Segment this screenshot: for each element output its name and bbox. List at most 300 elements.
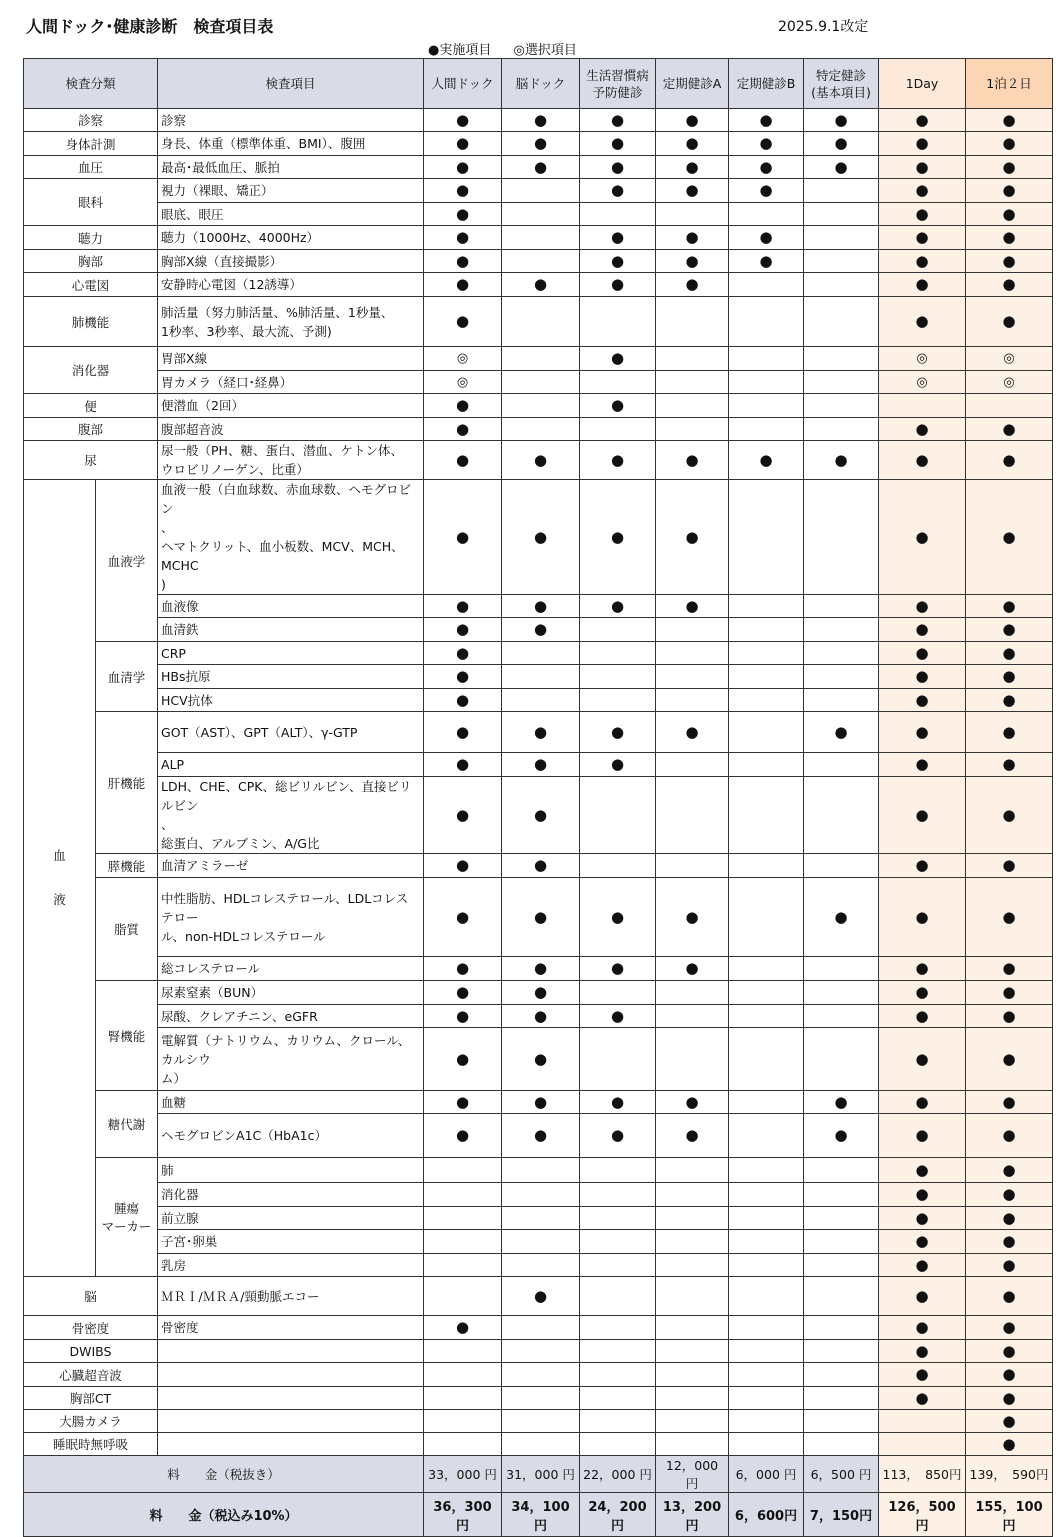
empty-cell xyxy=(729,689,804,712)
exam-item: 血糖 xyxy=(158,1091,424,1114)
category-cell: 肺機能 xyxy=(24,297,158,347)
header-col: 人間ドック xyxy=(424,59,502,109)
done-mark: ● xyxy=(804,1091,879,1114)
done-mark: ● xyxy=(879,1091,966,1114)
done-mark: ● xyxy=(424,156,502,179)
category-cell: 脳 xyxy=(24,1277,158,1316)
fee-value: 126，500円 xyxy=(879,1493,966,1537)
done-mark: ● xyxy=(966,273,1053,297)
done-mark: ● xyxy=(580,109,656,132)
done-mark: ● xyxy=(966,1433,1053,1456)
empty-cell xyxy=(729,480,804,595)
empty-cell xyxy=(502,250,580,273)
empty-cell xyxy=(729,642,804,665)
exam-item: GOT（AST）、GPT（ALT）、γ-GTP xyxy=(158,712,424,753)
table-row xyxy=(24,441,1053,480)
done-mark: ● xyxy=(424,777,502,854)
exam-item: 肺 xyxy=(158,1158,424,1183)
fee-value: 139， 590円 xyxy=(966,1456,1053,1493)
empty-cell xyxy=(656,371,729,394)
empty-cell xyxy=(580,689,656,712)
table-row xyxy=(24,1316,1053,1340)
optional-mark: ◎ xyxy=(966,371,1053,394)
done-mark: ● xyxy=(966,297,1053,347)
done-mark: ● xyxy=(502,854,580,878)
done-mark: ● xyxy=(424,132,502,156)
empty-cell xyxy=(729,1433,804,1456)
table-row xyxy=(24,1433,1053,1456)
category-cell: 腹部 xyxy=(24,418,158,441)
optional-mark: ◎ xyxy=(424,347,502,371)
optional-mark: ◎ xyxy=(424,371,502,394)
category-cell: 胸部 xyxy=(24,250,158,273)
empty-cell xyxy=(804,480,879,595)
done-mark: ● xyxy=(804,712,879,753)
empty-cell xyxy=(804,1207,879,1230)
done-mark: ● xyxy=(879,1277,966,1316)
empty-cell xyxy=(502,1230,580,1254)
done-mark: ● xyxy=(502,1091,580,1114)
category-cell: 睡眠時無呼吸 xyxy=(24,1433,158,1456)
empty-cell xyxy=(424,1363,502,1387)
done-mark: ● xyxy=(879,226,966,250)
empty-cell xyxy=(656,1254,729,1277)
empty-cell xyxy=(424,1158,502,1183)
table-row xyxy=(24,1277,1053,1316)
exam-item: 前立腺 xyxy=(158,1207,424,1230)
done-mark: ● xyxy=(966,1158,1053,1183)
done-mark: ● xyxy=(966,250,1053,273)
category-cell: 便 xyxy=(24,394,158,418)
exam-item: 最高･最低血圧、脈拍 xyxy=(158,156,424,179)
done-mark: ● xyxy=(966,109,1053,132)
empty-cell xyxy=(656,347,729,371)
empty-cell xyxy=(729,273,804,297)
empty-cell xyxy=(879,394,966,418)
done-mark: ● xyxy=(502,132,580,156)
exam-item: 身長、体重（標準体重、BMI）、腹囲 xyxy=(158,132,424,156)
empty-cell xyxy=(580,665,656,689)
fee-value: 13，200円 xyxy=(656,1493,729,1537)
empty-cell xyxy=(804,203,879,226)
done-mark: ● xyxy=(502,981,580,1005)
table-row xyxy=(24,1028,1053,1091)
empty-cell xyxy=(502,1207,580,1230)
empty-cell xyxy=(729,753,804,777)
done-mark: ● xyxy=(966,480,1053,595)
empty-cell xyxy=(580,1363,656,1387)
empty-cell xyxy=(804,642,879,665)
exam-item: ALP xyxy=(158,753,424,777)
fee-value: 33，000 円 xyxy=(424,1456,502,1493)
table-row xyxy=(24,1363,1053,1387)
done-mark: ● xyxy=(580,273,656,297)
done-mark: ● xyxy=(424,595,502,618)
empty-cell xyxy=(804,981,879,1005)
exam-item: 聴力（1000Hz、4000Hz） xyxy=(158,226,424,250)
empty-cell xyxy=(424,1207,502,1230)
done-mark: ● xyxy=(879,1363,966,1387)
empty-cell xyxy=(580,1340,656,1363)
exam-item xyxy=(158,1340,424,1363)
done-mark: ● xyxy=(879,753,966,777)
empty-cell xyxy=(804,418,879,441)
empty-cell xyxy=(729,1114,804,1158)
done-mark: ● xyxy=(729,226,804,250)
empty-cell xyxy=(804,1230,879,1254)
empty-cell xyxy=(804,618,879,642)
done-mark: ● xyxy=(879,1387,966,1410)
table-row xyxy=(24,132,1053,156)
done-mark: ● xyxy=(879,1183,966,1207)
table-row xyxy=(24,878,1053,957)
empty-cell xyxy=(729,371,804,394)
exam-item: LDH、CHE、CPK、総ビリルビン、直接ビリルビン 、 総蛋白、アルブミン、A/G比 xyxy=(158,777,424,854)
empty-cell xyxy=(656,1158,729,1183)
exam-item: 血液像 xyxy=(158,595,424,618)
done-mark: ● xyxy=(580,957,656,981)
fee-label: 料 金（税込み10%） xyxy=(24,1493,424,1537)
category-cell: 聴力 xyxy=(24,226,158,250)
exam-item: 中性脂肪、HDLコレステロール、LDLコレステロー ル、non-HDLコレステロール xyxy=(158,878,424,957)
done-mark: ● xyxy=(966,1005,1053,1028)
empty-cell xyxy=(729,418,804,441)
done-mark: ● xyxy=(879,1340,966,1363)
done-mark: ● xyxy=(424,250,502,273)
empty-cell xyxy=(656,1183,729,1207)
done-mark: ● xyxy=(502,480,580,595)
table-row xyxy=(24,347,1053,371)
table-row xyxy=(24,273,1053,297)
done-mark: ● xyxy=(879,712,966,753)
done-mark: ● xyxy=(580,753,656,777)
empty-cell xyxy=(879,1433,966,1456)
done-mark: ● xyxy=(656,595,729,618)
done-mark: ● xyxy=(502,1114,580,1158)
exam-item xyxy=(158,1363,424,1387)
done-mark: ● xyxy=(879,878,966,957)
optional-mark: ◎ xyxy=(966,347,1053,371)
done-mark: ● xyxy=(804,132,879,156)
header-category: 検査分類 xyxy=(24,59,158,109)
empty-cell xyxy=(804,665,879,689)
done-mark: ● xyxy=(656,712,729,753)
empty-cell xyxy=(729,1254,804,1277)
table-row xyxy=(24,226,1053,250)
done-mark: ● xyxy=(966,981,1053,1005)
done-mark: ● xyxy=(966,753,1053,777)
empty-cell xyxy=(502,665,580,689)
empty-cell xyxy=(424,1230,502,1254)
table-row xyxy=(24,957,1053,981)
subcategory-cell: 膵機能 xyxy=(96,854,158,878)
done-mark: ● xyxy=(580,595,656,618)
done-mark: ● xyxy=(502,753,580,777)
empty-cell xyxy=(804,1158,879,1183)
done-mark: ● xyxy=(879,665,966,689)
done-mark: ● xyxy=(966,595,1053,618)
done-mark: ● xyxy=(966,665,1053,689)
empty-cell xyxy=(580,418,656,441)
category-cell: 大腸カメラ xyxy=(24,1410,158,1433)
exam-item: CRP xyxy=(158,642,424,665)
done-mark: ● xyxy=(804,878,879,957)
empty-cell xyxy=(502,1433,580,1456)
done-mark: ● xyxy=(879,132,966,156)
empty-cell xyxy=(656,1340,729,1363)
table-row xyxy=(24,156,1053,179)
done-mark: ● xyxy=(879,1230,966,1254)
empty-cell xyxy=(804,1254,879,1277)
done-mark: ● xyxy=(502,156,580,179)
empty-cell xyxy=(804,1183,879,1207)
empty-cell xyxy=(502,1410,580,1433)
done-mark: ● xyxy=(580,1114,656,1158)
done-mark: ● xyxy=(879,297,966,347)
done-mark: ● xyxy=(966,1207,1053,1230)
fee-tax-row xyxy=(24,1493,1053,1537)
empty-cell xyxy=(502,347,580,371)
exam-item: 血清鉄 xyxy=(158,618,424,642)
done-mark: ● xyxy=(966,1254,1053,1277)
table-row xyxy=(24,981,1053,1005)
exam-item: 尿素窒素（BUN） xyxy=(158,981,424,1005)
empty-cell xyxy=(502,1158,580,1183)
empty-cell xyxy=(580,618,656,642)
empty-cell xyxy=(502,418,580,441)
done-mark: ● xyxy=(966,1230,1053,1254)
empty-cell xyxy=(804,179,879,203)
table-row xyxy=(24,689,1053,712)
fee-value: 113， 850円 xyxy=(879,1456,966,1493)
empty-cell xyxy=(729,1028,804,1091)
exam-item: HBs抗原 xyxy=(158,665,424,689)
fee-value: 6，600円 xyxy=(729,1493,804,1537)
empty-cell xyxy=(424,1410,502,1433)
subcategory-cell: 血液学 xyxy=(96,480,158,642)
category-cell: 身体計測 xyxy=(24,132,158,156)
done-mark: ● xyxy=(580,156,656,179)
table-row xyxy=(24,595,1053,618)
exam-item: 眼底、眼圧 xyxy=(158,203,424,226)
table-row xyxy=(24,297,1053,347)
legend-done: ●実施項目 xyxy=(428,43,492,58)
done-mark: ● xyxy=(804,109,879,132)
exam-item: 骨密度 xyxy=(158,1316,424,1340)
done-mark: ● xyxy=(502,712,580,753)
empty-cell xyxy=(729,618,804,642)
done-mark: ● xyxy=(424,179,502,203)
done-mark: ● xyxy=(424,712,502,753)
table-row xyxy=(24,777,1053,854)
done-mark: ● xyxy=(879,156,966,179)
empty-cell xyxy=(804,1410,879,1433)
legend-optional: ◎選択項目 xyxy=(513,43,577,58)
done-mark: ● xyxy=(580,250,656,273)
empty-cell xyxy=(502,371,580,394)
done-mark: ● xyxy=(424,1316,502,1340)
optional-mark: ◎ xyxy=(879,371,966,394)
empty-cell xyxy=(656,777,729,854)
done-mark: ● xyxy=(424,273,502,297)
empty-cell xyxy=(656,1230,729,1254)
done-mark: ● xyxy=(656,1114,729,1158)
done-mark: ● xyxy=(424,753,502,777)
done-mark: ● xyxy=(966,441,1053,480)
done-mark: ● xyxy=(424,854,502,878)
done-mark: ● xyxy=(502,1028,580,1091)
empty-cell xyxy=(656,1005,729,1028)
fee-value: 6，000 円 xyxy=(729,1456,804,1493)
done-mark: ● xyxy=(879,418,966,441)
done-mark: ● xyxy=(656,109,729,132)
empty-cell xyxy=(804,1316,879,1340)
empty-cell xyxy=(424,1183,502,1207)
exam-item: 尿一般（PH、糖、蛋白、潜血、ケトン体、 ウロビリノーゲン、比重） xyxy=(158,441,424,480)
exam-item: 乳房 xyxy=(158,1254,424,1277)
done-mark: ● xyxy=(580,132,656,156)
done-mark: ● xyxy=(879,1114,966,1158)
table-row xyxy=(24,1114,1053,1158)
exam-item xyxy=(158,1433,424,1456)
done-mark: ● xyxy=(879,777,966,854)
category-cell: 診察 xyxy=(24,109,158,132)
done-mark: ● xyxy=(502,777,580,854)
empty-cell xyxy=(804,347,879,371)
done-mark: ● xyxy=(424,394,502,418)
done-mark: ● xyxy=(879,957,966,981)
done-mark: ● xyxy=(879,642,966,665)
done-mark: ● xyxy=(656,226,729,250)
empty-cell xyxy=(804,777,879,854)
empty-cell xyxy=(804,226,879,250)
header-col: 生活習慣病 予防健診 xyxy=(580,59,656,109)
category-cell: 眼科 xyxy=(24,179,158,226)
table-row xyxy=(24,1158,1053,1183)
empty-cell xyxy=(580,1158,656,1183)
done-mark: ● xyxy=(424,203,502,226)
done-mark: ● xyxy=(966,1387,1053,1410)
fee-row xyxy=(24,1456,1053,1493)
subcategory-cell: 腫瘍 マーカー xyxy=(96,1158,158,1277)
table-row xyxy=(24,371,1053,394)
done-mark: ● xyxy=(424,480,502,595)
empty-cell xyxy=(502,226,580,250)
done-mark: ● xyxy=(804,1114,879,1158)
exam-item xyxy=(158,1410,424,1433)
done-mark: ● xyxy=(729,109,804,132)
done-mark: ● xyxy=(966,1114,1053,1158)
done-mark: ● xyxy=(656,878,729,957)
table-row xyxy=(24,854,1053,878)
done-mark: ● xyxy=(966,854,1053,878)
done-mark: ● xyxy=(656,480,729,595)
table-row xyxy=(24,480,1053,595)
done-mark: ● xyxy=(502,595,580,618)
empty-cell xyxy=(729,394,804,418)
exam-item: ＭＲＩ/ＭＲＡ/頸動脈エコー xyxy=(158,1277,424,1316)
empty-cell xyxy=(656,1207,729,1230)
done-mark: ● xyxy=(424,618,502,642)
fee-value: 155，100円 xyxy=(966,1493,1053,1537)
done-mark: ● xyxy=(656,273,729,297)
empty-cell xyxy=(580,1230,656,1254)
done-mark: ● xyxy=(879,441,966,480)
done-mark: ● xyxy=(580,1091,656,1114)
done-mark: ● xyxy=(879,854,966,878)
fee-value: 34，100円 xyxy=(502,1493,580,1537)
empty-cell xyxy=(424,1277,502,1316)
empty-cell xyxy=(729,1183,804,1207)
category-cell: 心電図 xyxy=(24,273,158,297)
empty-cell xyxy=(729,665,804,689)
table-row xyxy=(24,394,1053,418)
empty-cell xyxy=(804,371,879,394)
optional-mark: ◎ xyxy=(879,347,966,371)
empty-cell xyxy=(804,297,879,347)
header-col: 特定健診 (基本項目) xyxy=(804,59,879,109)
subcategory-cell: 糖代謝 xyxy=(96,1091,158,1158)
done-mark: ● xyxy=(502,618,580,642)
empty-cell xyxy=(424,1387,502,1410)
done-mark: ● xyxy=(729,132,804,156)
done-mark: ● xyxy=(879,981,966,1005)
exam-item: 視力（裸眼、矯正） xyxy=(158,179,424,203)
done-mark: ● xyxy=(879,1005,966,1028)
exam-item: 尿酸、クレアチニン、eGFR xyxy=(158,1005,424,1028)
empty-cell xyxy=(804,957,879,981)
subcategory-cell: 脂質 xyxy=(96,878,158,981)
done-mark: ● xyxy=(879,1254,966,1277)
category-cell: 血圧 xyxy=(24,156,158,179)
done-mark: ● xyxy=(729,179,804,203)
done-mark: ● xyxy=(879,203,966,226)
fee-value: 6，500 円 xyxy=(804,1456,879,1493)
empty-cell xyxy=(656,1277,729,1316)
category-blood-char: 血 xyxy=(53,848,66,863)
revision-date: 2025.9.1改定 xyxy=(778,19,869,35)
done-mark: ● xyxy=(656,156,729,179)
empty-cell xyxy=(804,1028,879,1091)
empty-cell xyxy=(502,1387,580,1410)
empty-cell xyxy=(804,273,879,297)
done-mark: ● xyxy=(424,441,502,480)
done-mark: ● xyxy=(502,1005,580,1028)
table-row xyxy=(24,1183,1053,1207)
empty-cell xyxy=(502,689,580,712)
empty-cell xyxy=(729,1230,804,1254)
empty-cell xyxy=(580,1316,656,1340)
exam-item: 診察 xyxy=(158,109,424,132)
empty-cell xyxy=(580,981,656,1005)
done-mark: ● xyxy=(879,273,966,297)
exam-item: ヘモグロビンA1C（HbA1c） xyxy=(158,1114,424,1158)
empty-cell xyxy=(656,1433,729,1456)
document-title: 人間ドック･健康診断 検査項目表 xyxy=(26,17,274,36)
fee-value: 36，300円 xyxy=(424,1493,502,1537)
empty-cell xyxy=(580,1277,656,1316)
done-mark: ● xyxy=(804,441,879,480)
done-mark: ● xyxy=(729,441,804,480)
done-mark: ● xyxy=(879,1316,966,1340)
done-mark: ● xyxy=(966,418,1053,441)
empty-cell xyxy=(656,689,729,712)
fee-value: 7，150円 xyxy=(804,1493,879,1537)
empty-cell xyxy=(580,1207,656,1230)
done-mark: ● xyxy=(966,1091,1053,1114)
exam-item: 胃部X線 xyxy=(158,347,424,371)
table-row xyxy=(24,203,1053,226)
